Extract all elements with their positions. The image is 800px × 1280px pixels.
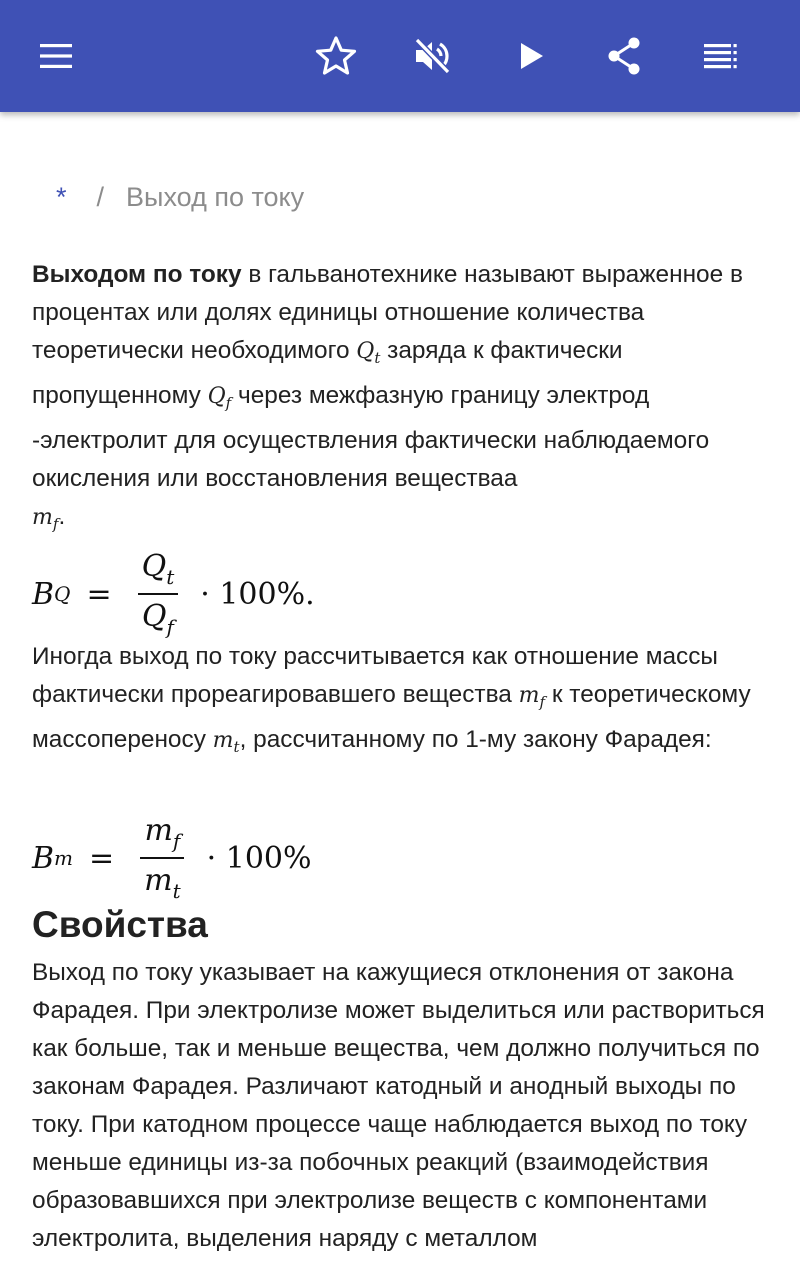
- section-paragraph: Выход по току указывает на кажущиеся отклонения от закона Фарадея. При электролизе может выделиться или раствориться как больше, так и меньше вещества, чем должно получиться по законам Фарадея. Различают катодный и анодный выходы по току. При катодном процессе чаще наблюдается выход по току меньше единицы из-за побочных реакций (взаимодействия образовавшихся при электролизе веществ с компонентами электролита, выделения наряду с металлом: [32, 959, 765, 1252]
- math-m-f: $m_f$: [32, 505, 59, 533]
- math-m-f: $m_f$: [518, 683, 546, 711]
- play-button[interactable]: [502, 28, 558, 84]
- formula-2-lhs-sub: m: [54, 846, 74, 870]
- share-button[interactable]: [596, 28, 652, 84]
- intro-text-3: через межфазную границу электрод -электролит для осуществления фактически наблюдаемого окисления или восстановления веществаа: [32, 382, 710, 492]
- para-2-text-2: к теоретическому массопереносу: [32, 681, 751, 753]
- formula-1-lhs: B: [32, 576, 55, 612]
- hamburger-menu-icon: [34, 34, 78, 78]
- formula-2-rest: · 100%: [206, 840, 312, 876]
- breadcrumb-separator: /: [96, 182, 105, 212]
- audio-toggle-button[interactable]: [404, 28, 460, 84]
- formula-2-lhs: B: [32, 840, 55, 876]
- intro-text-1: в гальванотехнике называют выраженное в процентах или долях единицы отношение количества теоретически необходимого: [32, 261, 743, 364]
- formula-current-efficiency: [32, 549, 315, 639]
- breadcrumb-root-link[interactable]: *: [56, 182, 67, 212]
- formula-2-fraction: $\frac{m_f}{m_t}$: [140, 813, 185, 903]
- star-outline-icon: [314, 34, 358, 78]
- para-2-text-1: Иногда выход по току рассчитывается как отношение массы фактически прореагировавшего вещества: [32, 643, 718, 708]
- menu-button[interactable]: [28, 28, 84, 84]
- breadcrumb-current: Выход по току: [126, 182, 305, 212]
- math-q-t: $Q_t$: [356, 339, 381, 367]
- intro-bold-term: Выходом по току: [32, 261, 242, 288]
- intro-paragraph: [32, 256, 772, 543]
- breadcrumb: [56, 182, 304, 213]
- table-of-contents-button[interactable]: [692, 28, 748, 84]
- para-2-text-3: , рассчитанному по 1-му закону Фарадея:: [239, 726, 712, 753]
- mass-ratio-paragraph: [32, 638, 772, 766]
- section-heading: Свойства: [32, 904, 208, 945]
- formula-2-equals: =: [89, 840, 115, 876]
- math-m-t: $m_t$: [212, 728, 240, 756]
- app-toolbar: [0, 0, 800, 112]
- share-icon: [602, 34, 646, 78]
- intro-text-4: .: [58, 503, 66, 530]
- volume-off-icon: [410, 34, 454, 78]
- formula-1-equals: =: [86, 576, 112, 612]
- math-q-f: $Q_f$: [207, 384, 232, 412]
- formula-1-lhs-sub: Q: [54, 582, 71, 606]
- formula-1-rest: · 100%.: [200, 576, 315, 612]
- intro-text-2: заряда к фактически пропущенному: [32, 337, 623, 409]
- formula-mass-efficiency: [32, 813, 312, 903]
- bookmark-button[interactable]: [308, 28, 364, 84]
- table-of-contents-icon: [698, 34, 742, 78]
- formula-1-fraction: $\frac{Q_t}{Q_f}$: [138, 549, 179, 639]
- play-icon: [508, 34, 552, 78]
